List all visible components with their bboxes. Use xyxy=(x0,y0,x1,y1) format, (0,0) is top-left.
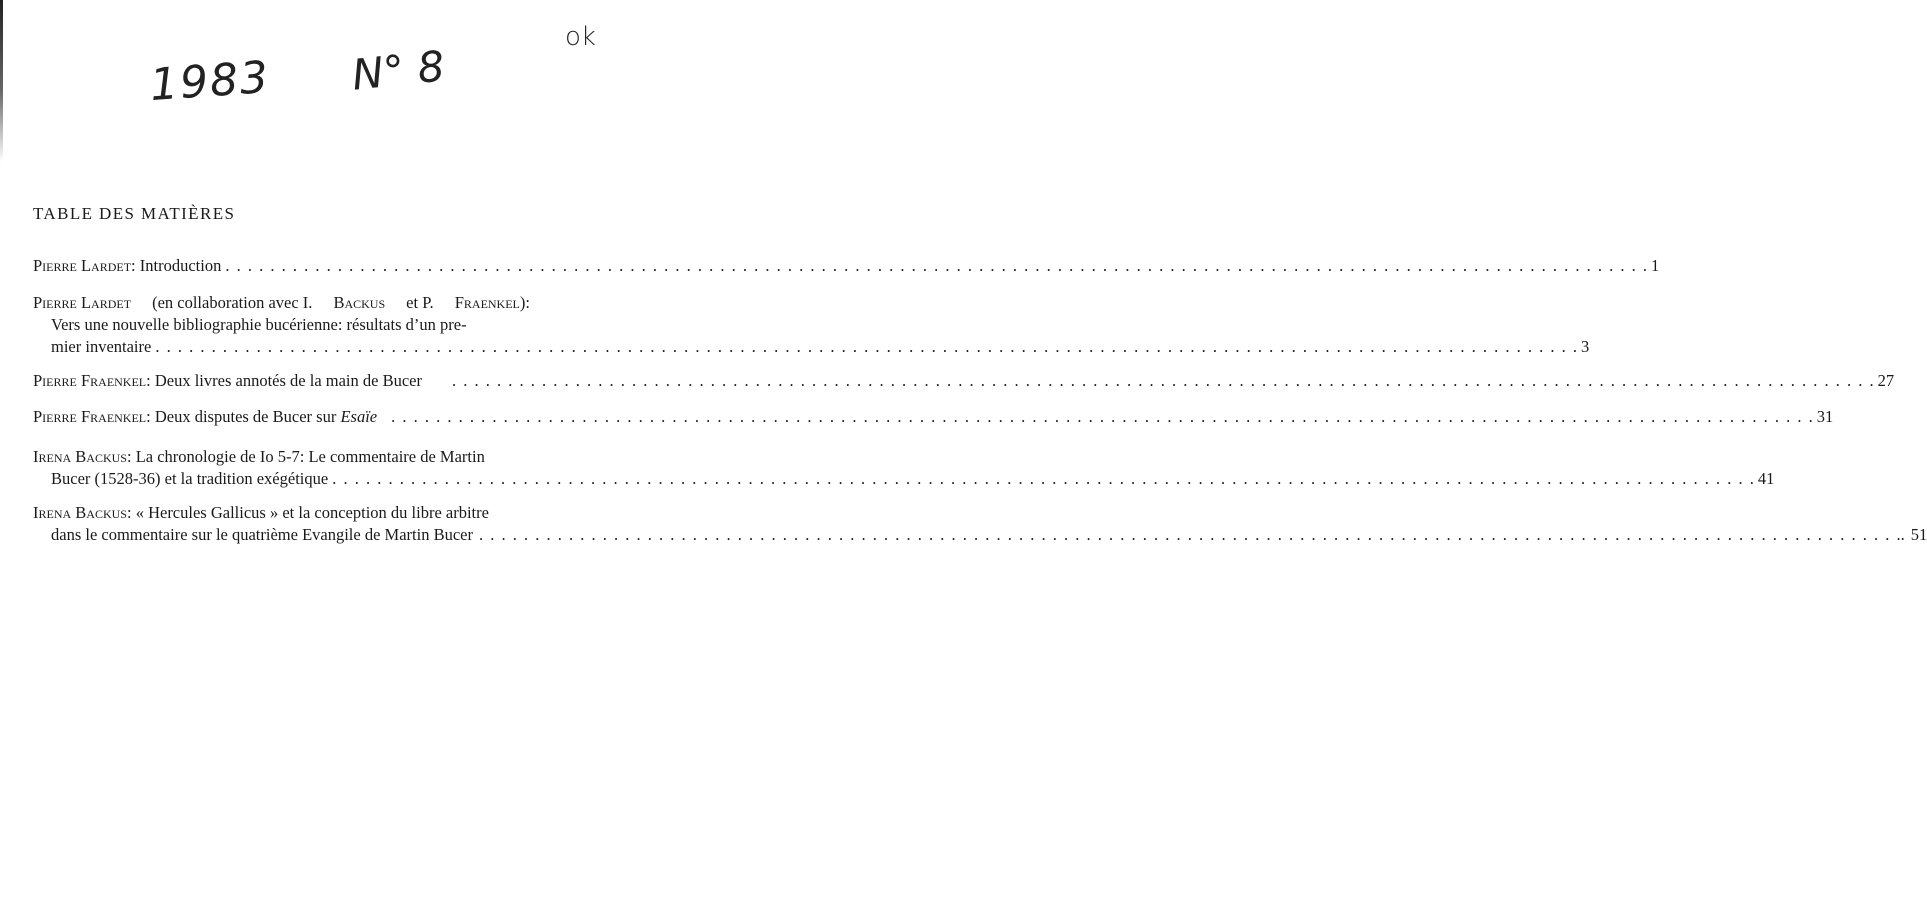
toc-line xyxy=(33,314,570,336)
toc-line: Pierre Fraenkel: Deux disputes de Bucer sur Esaïe . . . 31 xyxy=(33,406,570,428)
author-last: Backus xyxy=(75,447,127,466)
author-last: Backus xyxy=(75,503,127,522)
leader-dots xyxy=(221,255,1651,277)
author-first: Pierre xyxy=(33,256,77,275)
author-last: Fraenkel xyxy=(80,407,147,426)
page-number: 41 xyxy=(1757,469,1775,488)
page-number: 51 xyxy=(1910,525,1927,544)
toc-entry xyxy=(33,255,1660,277)
collab-name: Fraenkel xyxy=(454,293,520,312)
toc-line: Irena Backus: La chronologie de Io 5-7: Le commentaire de Martin xyxy=(33,447,485,466)
leader-dots: . . . . xyxy=(473,524,1911,546)
toc-entry xyxy=(33,406,1834,428)
leader-dots xyxy=(422,370,1878,392)
entry-title-line: La chronologie de Io 5-7: Le commentaire de Martin xyxy=(135,447,485,466)
collab-mid: et P. xyxy=(406,293,434,312)
page-number: 3 xyxy=(1580,337,1590,356)
page-number: 31 xyxy=(1816,407,1834,426)
entry-title-line: Vers une nouvelle bibliographie bucérienne: résultats d’un pre- xyxy=(51,315,467,334)
entry-title: Deux disputes de Bucer sur xyxy=(154,407,337,426)
author-first: Irena xyxy=(33,503,72,522)
toc-line xyxy=(33,292,530,314)
toc-entry xyxy=(33,446,1775,490)
page-number: 1 xyxy=(1650,256,1660,275)
leader-dots xyxy=(328,468,1758,490)
entry-title-line: dans le commentaire sur le quatrième Evangile de Martin Bucer xyxy=(51,525,473,544)
entry-title-line: Bucer (1528-36) et la tradition exégétique xyxy=(51,469,329,488)
toc-line: Pierre Fraenkel: Deux livres annotés de la main de Bucer . . . 27 xyxy=(33,370,570,392)
collab-end: ): xyxy=(519,293,530,312)
entry-title: Introduction xyxy=(139,256,222,275)
toc-entry xyxy=(33,502,1927,546)
author-last: Lardet xyxy=(80,293,132,312)
entry-title-line: « Hercules Gallicus » et la conception du libre arbitre xyxy=(135,503,489,522)
scan-edge-shadow xyxy=(0,0,3,900)
author-first: Pierre xyxy=(33,407,77,426)
toc-line xyxy=(33,336,1590,358)
author-last: Fraenkel xyxy=(80,371,147,390)
toc-line: Pierre Lardet: Introduction . . . 1 xyxy=(33,255,570,277)
toc-line xyxy=(33,468,1775,490)
toc-line: Irena Backus: « Hercules Gallicus » et la conception du libre arbitre xyxy=(33,503,489,522)
entry-title: Deux livres annotés de la main de Bucer xyxy=(154,371,422,390)
page-number: 27 xyxy=(1877,371,1895,390)
toc-line xyxy=(33,524,1927,546)
author-first: Pierre xyxy=(33,293,77,312)
handwritten-year: 1983 xyxy=(148,51,272,112)
handwritten-ok-note: ok xyxy=(565,22,596,52)
leader-dots xyxy=(151,336,1581,358)
entry-title-italic: Esaïe xyxy=(340,407,378,426)
toc-entry xyxy=(33,292,1590,358)
author-last: Lardet xyxy=(80,256,132,275)
handwritten-number: N° 8 xyxy=(349,41,447,100)
toc-title: TABLE DES MATIÈRES xyxy=(33,204,236,223)
collab-name: Backus xyxy=(333,293,386,312)
toc-entry xyxy=(33,370,1895,392)
author-first: Pierre xyxy=(33,371,77,390)
entry-title-line: mier inventaire xyxy=(51,337,152,356)
leader-dots xyxy=(377,406,1817,428)
collab-pre: (en collaboration avec I. xyxy=(152,293,313,312)
author-first: Irena xyxy=(33,447,72,466)
